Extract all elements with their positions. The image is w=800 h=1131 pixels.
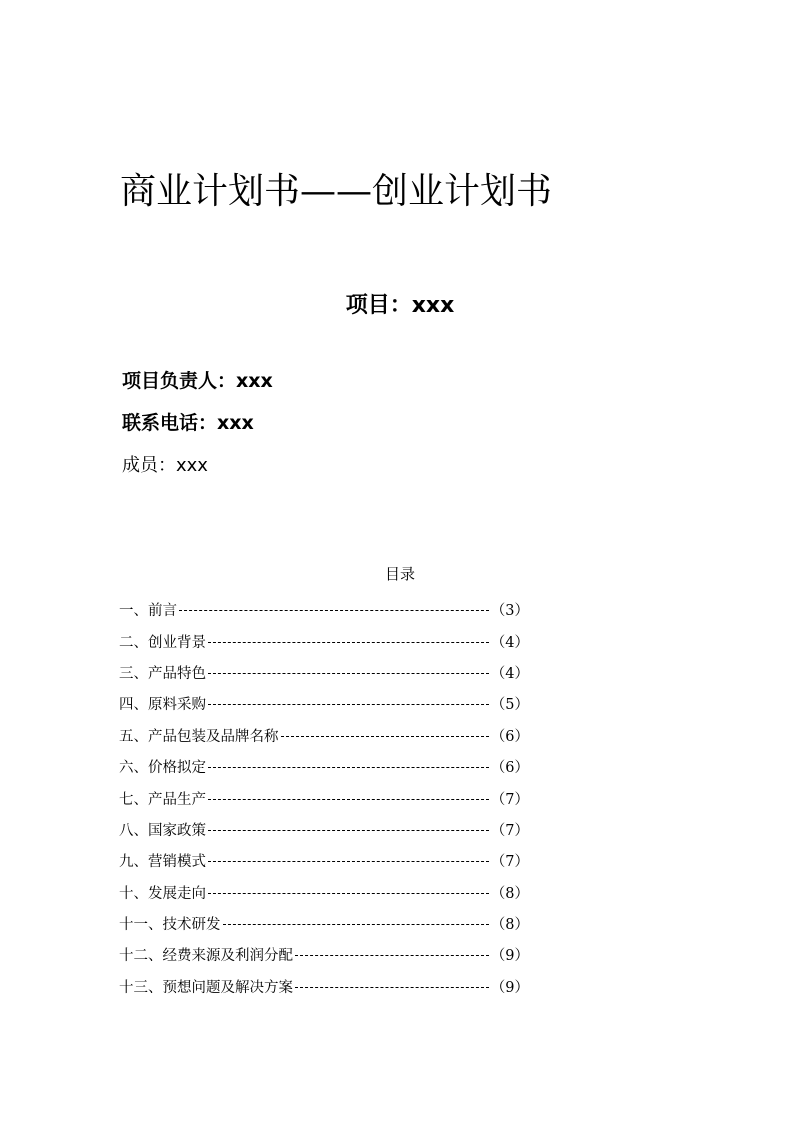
toc-dot-leader xyxy=(208,704,489,705)
toc-entry-page: （8） xyxy=(490,917,529,934)
toc-dot-leader xyxy=(179,610,489,611)
toc-dot-leader xyxy=(223,924,489,925)
toc-entry[interactable] xyxy=(119,657,529,688)
toc-entry-page: （5） xyxy=(490,697,529,714)
toc-entry-label: 七、产品生产 xyxy=(119,791,206,808)
toc-title: 目录 xyxy=(384,565,415,583)
toc-entry-label: 五、产品包装及品牌名称 xyxy=(119,728,279,745)
toc-entry-page: （4） xyxy=(490,665,529,682)
toc-entry[interactable] xyxy=(119,814,529,845)
toc-entry[interactable] xyxy=(119,625,529,656)
toc-entry-label: 二、创业背景 xyxy=(119,634,206,651)
project-name: 项目：xxx xyxy=(345,293,455,318)
contact-phone-line xyxy=(122,409,254,437)
table-of-contents xyxy=(119,594,529,1002)
toc-dot-leader xyxy=(208,642,489,643)
toc-entry-page: （6） xyxy=(490,760,529,777)
members-value: xxx xyxy=(176,455,208,476)
toc-entry[interactable] xyxy=(119,594,529,625)
project-lead-label: 项目负责人： xyxy=(122,370,237,392)
toc-entry[interactable] xyxy=(119,845,529,876)
members-label: 成员： xyxy=(122,455,176,476)
toc-entry[interactable] xyxy=(119,782,529,813)
toc-entry-page: （7） xyxy=(490,822,529,839)
toc-entry-page: （7） xyxy=(490,854,529,871)
toc-entry-label: 三、产品特色 xyxy=(119,665,206,682)
toc-dot-leader xyxy=(208,673,489,674)
toc-entry-page: （8） xyxy=(490,885,529,902)
toc-entry[interactable] xyxy=(119,688,529,719)
toc-entry-label: 四、原料采购 xyxy=(119,697,206,714)
toc-dot-leader xyxy=(208,893,489,894)
toc-entry-label: 十、发展走向 xyxy=(119,885,206,902)
toc-entry-page: （9） xyxy=(490,948,529,965)
toc-entry-label: 一、前言 xyxy=(119,603,177,620)
toc-dot-leader xyxy=(208,830,489,831)
toc-dot-leader xyxy=(281,736,489,737)
document-title: 商业计划书——创业计划书 xyxy=(120,171,553,212)
project-lead-line xyxy=(122,367,273,395)
toc-entry-label: 十二、经费来源及利润分配 xyxy=(119,948,293,965)
toc-entry-label: 九、营销模式 xyxy=(119,854,206,871)
toc-entry-page: （6） xyxy=(490,728,529,745)
toc-entry[interactable] xyxy=(119,939,529,970)
toc-entry-label: 十一、技术研发 xyxy=(119,917,221,934)
toc-entry[interactable] xyxy=(119,971,529,1002)
toc-dot-leader xyxy=(295,955,489,956)
toc-dot-leader xyxy=(208,799,489,800)
members-line xyxy=(122,452,208,480)
toc-entry-label: 十三、预想问题及解决方案 xyxy=(119,979,293,996)
toc-entry[interactable] xyxy=(119,751,529,782)
toc-dot-leader xyxy=(208,767,489,768)
toc-entry-page: （3） xyxy=(490,603,529,620)
toc-dot-leader xyxy=(295,987,489,988)
toc-entry-page: （9） xyxy=(490,979,529,996)
toc-entry-label: 八、国家政策 xyxy=(119,822,206,839)
toc-entry[interactable] xyxy=(119,720,529,751)
toc-entry[interactable] xyxy=(119,877,529,908)
toc-entry-page: （7） xyxy=(490,791,529,808)
toc-entry-page: （4） xyxy=(490,634,529,651)
toc-dot-leader xyxy=(208,861,489,862)
project-lead-value: xxx xyxy=(236,370,273,392)
contact-phone-label: 联系电话： xyxy=(122,412,218,434)
toc-entry-label: 六、价格拟定 xyxy=(119,760,206,777)
toc-entry[interactable] xyxy=(119,908,529,939)
contact-phone-value: xxx xyxy=(217,412,254,434)
